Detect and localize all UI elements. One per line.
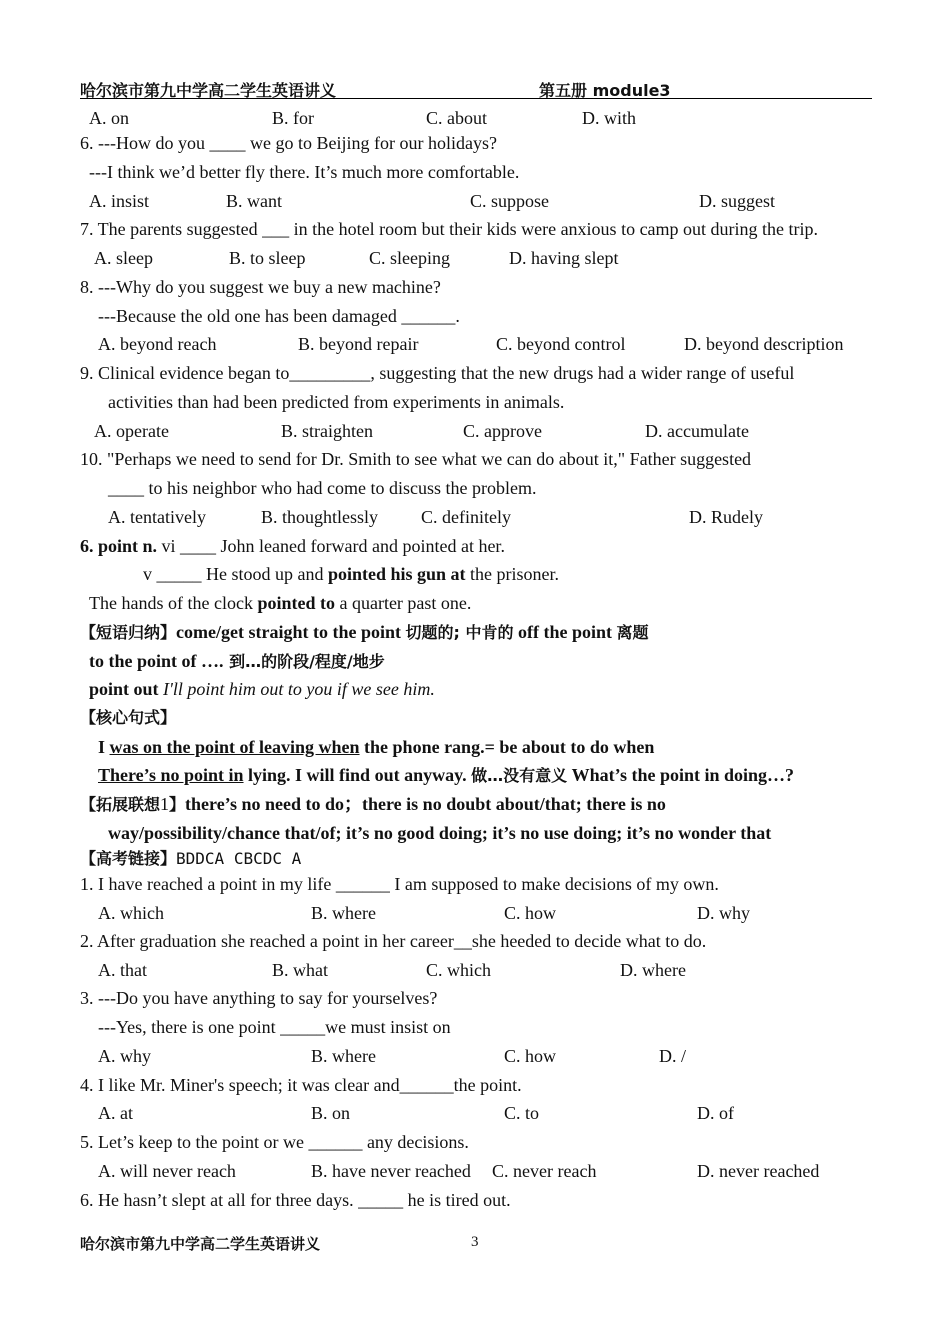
q10-option-b: B. thoughtlessly	[261, 507, 379, 527]
q7-option-c: C. sleeping	[369, 248, 450, 268]
g4-question: 4. I like Mr. Miner's speech; it was clear and______the point.	[80, 1075, 522, 1095]
point-clock-post: a quarter past one.	[334, 593, 472, 613]
point-v-bold: pointed his gun at	[327, 564, 466, 584]
g5-option-c: C. never reach	[492, 1161, 597, 1181]
g3-question: 3. ---Do you have anything to say for yourselves?	[80, 988, 438, 1008]
g1-option-b: B. where	[311, 903, 376, 923]
phrase-off-point-meaning: 离题	[616, 623, 649, 642]
page-number: 3	[471, 1234, 479, 1250]
phrases-heading: 【短语归纳】	[80, 623, 177, 642]
phrases-line-1	[80, 621, 648, 644]
q10-option-d: D. Rudely	[689, 507, 763, 527]
phrase-come-to-point-meaning: 切题的; 中肯的	[405, 623, 514, 642]
gaokao-line	[80, 847, 301, 870]
q8-option-d: D. beyond description	[684, 334, 844, 354]
g4-option-a: A. at	[98, 1103, 133, 1123]
q9-question: 9. Clinical evidence began to_________, suggesting that the new drugs had a wider range of useful	[80, 363, 795, 383]
phrase-to-point-of-meaning: 到…的阶段/程度/地步	[223, 652, 385, 671]
q9-option-d: D. accumulate	[645, 421, 749, 441]
q8-option-a: A. beyond reach	[98, 334, 217, 354]
q6-question: 6. ---How do you ____ we go to Beijing for our holidays?	[80, 133, 497, 153]
header-module-text: 第五册 module3	[539, 81, 671, 100]
point-title: 6. point n.	[80, 536, 158, 556]
q6-option-a: A. insist	[89, 191, 150, 211]
q5-option-a: A. on	[89, 108, 129, 128]
q7-option-d: D. having slept	[509, 248, 619, 268]
q5-option-b: B. for	[272, 108, 314, 128]
header-school-title: 哈尔滨市第九中学高二学生英语讲义	[80, 81, 337, 100]
g4-option-b: B. on	[311, 1103, 351, 1123]
q8-answer-line: ---Because the old one has been damaged ______.	[98, 306, 460, 326]
core-s1-end: the phone rang.= be about to do when	[359, 737, 655, 757]
point-clock-pre: The hands of the clock	[89, 593, 258, 613]
q7-question: 7. The parents suggested ___ in the hotel room but their kids were anxious to camp out during the trip.	[80, 219, 819, 239]
phrase-off-point: off the point	[513, 622, 617, 642]
extend-heading-number: 1	[160, 794, 170, 814]
q10-option-a: A. tentatively	[108, 507, 206, 527]
g5-option-d: D. never reached	[697, 1161, 820, 1181]
g4-option-d: D. of	[697, 1103, 734, 1123]
g2-option-a: A. that	[98, 960, 147, 980]
extend-heading-end: 】	[169, 795, 186, 814]
q10-question-cont: ____ to his neighbor who had come to discuss the problem.	[108, 478, 537, 498]
q7-option-b: B. to sleep	[229, 248, 306, 268]
g6-question: 6. He hasn’t slept at all for three days. _____ he is tired out.	[80, 1190, 511, 1210]
g2-question: 2. After graduation she reached a point in her career__she heeded to decide what to do.	[80, 931, 707, 951]
point-v-pre: v _____ He stood up and	[143, 564, 328, 584]
header-book-module	[539, 78, 671, 101]
q5-option-d: D. with	[582, 108, 636, 128]
point-clock-bold: pointed to	[257, 593, 335, 613]
core-s2-meaning: 做…没有意义	[471, 766, 568, 785]
g4-option-c: C. to	[504, 1103, 540, 1123]
phrase-point-out: point out	[89, 679, 159, 699]
extend-heading: 【拓展联想	[80, 795, 161, 814]
core-s2-end: What’s the point in doing…?	[567, 765, 794, 785]
g3-option-d: D. /	[659, 1046, 686, 1066]
phrase-point-out-example: I'll point him out to you if we see him.	[158, 679, 435, 699]
g3-option-b: B. where	[311, 1046, 376, 1066]
q6-answer-line: ---I think we’d better fly there. It’s much more comfortable.	[89, 162, 520, 182]
g2-option-d: D. where	[620, 960, 686, 980]
extend-line-1	[80, 793, 666, 816]
g1-option-d: D. why	[697, 903, 750, 923]
phrase-to-point-of: to the point of ….	[89, 651, 224, 671]
gaokao-heading: 【高考链接】	[80, 849, 177, 868]
g1-option-c: C. how	[504, 903, 557, 923]
point-v-line	[143, 563, 559, 585]
q9-option-c: C. approve	[463, 421, 542, 441]
core-sentence-2	[98, 764, 794, 787]
q9-option-b: B. straighten	[281, 421, 373, 441]
q6-option-d: D. suggest	[699, 191, 775, 211]
q8-question: 8. ---Why do you suggest we buy a new machine?	[80, 277, 441, 297]
g5-question: 5. Let’s keep to the point or we ______ any decisions.	[80, 1132, 469, 1152]
g3-answer-line: ---Yes, there is one point _____we must insist on	[98, 1017, 451, 1037]
phrase-come-to-point: come/get straight to the point	[176, 622, 406, 642]
g3-option-c: C. how	[504, 1046, 557, 1066]
g1-question: 1. I have reached a point in my life ______ I am supposed to make decisions of my own.	[80, 874, 719, 894]
q5-option-c: C. about	[426, 108, 487, 128]
g5-option-a: A. will never reach	[98, 1161, 236, 1181]
q10-question: 10. "Perhaps we need to send for Dr. Smith to see what we can do about it," Father suggested	[80, 449, 752, 469]
q9-option-a: A. operate	[94, 421, 169, 441]
core-s1-underlined: was on the point of leaving when	[109, 737, 360, 757]
point-v-post: the prisoner.	[465, 564, 560, 584]
q6-option-b: B. want	[226, 191, 282, 211]
q6-option-c: C. suppose	[470, 191, 550, 211]
point-clock-line	[89, 592, 471, 614]
extend-line-2: way/possibility/chance that/of; it’s no good doing; it’s no use doing; it’s no wonder that	[108, 823, 772, 843]
core-s1-start: I	[98, 737, 110, 757]
point-vi-example: vi ____ John leaned forward and pointed at her.	[157, 536, 505, 556]
phrases-line-2	[89, 650, 385, 673]
point-title-line	[80, 535, 505, 557]
g3-option-a: A. why	[98, 1046, 151, 1066]
q10-option-c: C. definitely	[421, 507, 511, 527]
q7-option-a: A. sleep	[94, 248, 153, 268]
q8-option-c: C. beyond control	[496, 334, 626, 354]
core-heading: 【核心句式】	[80, 708, 177, 727]
core-sentence-1	[98, 736, 654, 758]
page-header	[80, 78, 872, 99]
g2-option-c: C. which	[426, 960, 491, 980]
core-s2-underlined: There’s no point in	[98, 765, 244, 785]
extend-text-1: there’s no need to do；there is no doubt about/that; there is no	[185, 794, 666, 814]
g2-option-b: B. what	[272, 960, 328, 980]
q8-option-b: B. beyond repair	[298, 334, 419, 354]
g1-option-a: A. which	[98, 903, 164, 923]
footer-school-title: 哈尔滨市第九中学高二学生英语讲义	[80, 1235, 321, 1253]
core-s2-mid: lying. I will find out anyway.	[243, 765, 472, 785]
q9-question-cont: activities than had been predicted from experiments in animals.	[108, 392, 565, 412]
g5-option-b: B. have never reached	[311, 1161, 471, 1181]
phrases-line-3	[89, 678, 435, 700]
gaokao-answers: BDDCA CBCDC A	[176, 849, 302, 868]
